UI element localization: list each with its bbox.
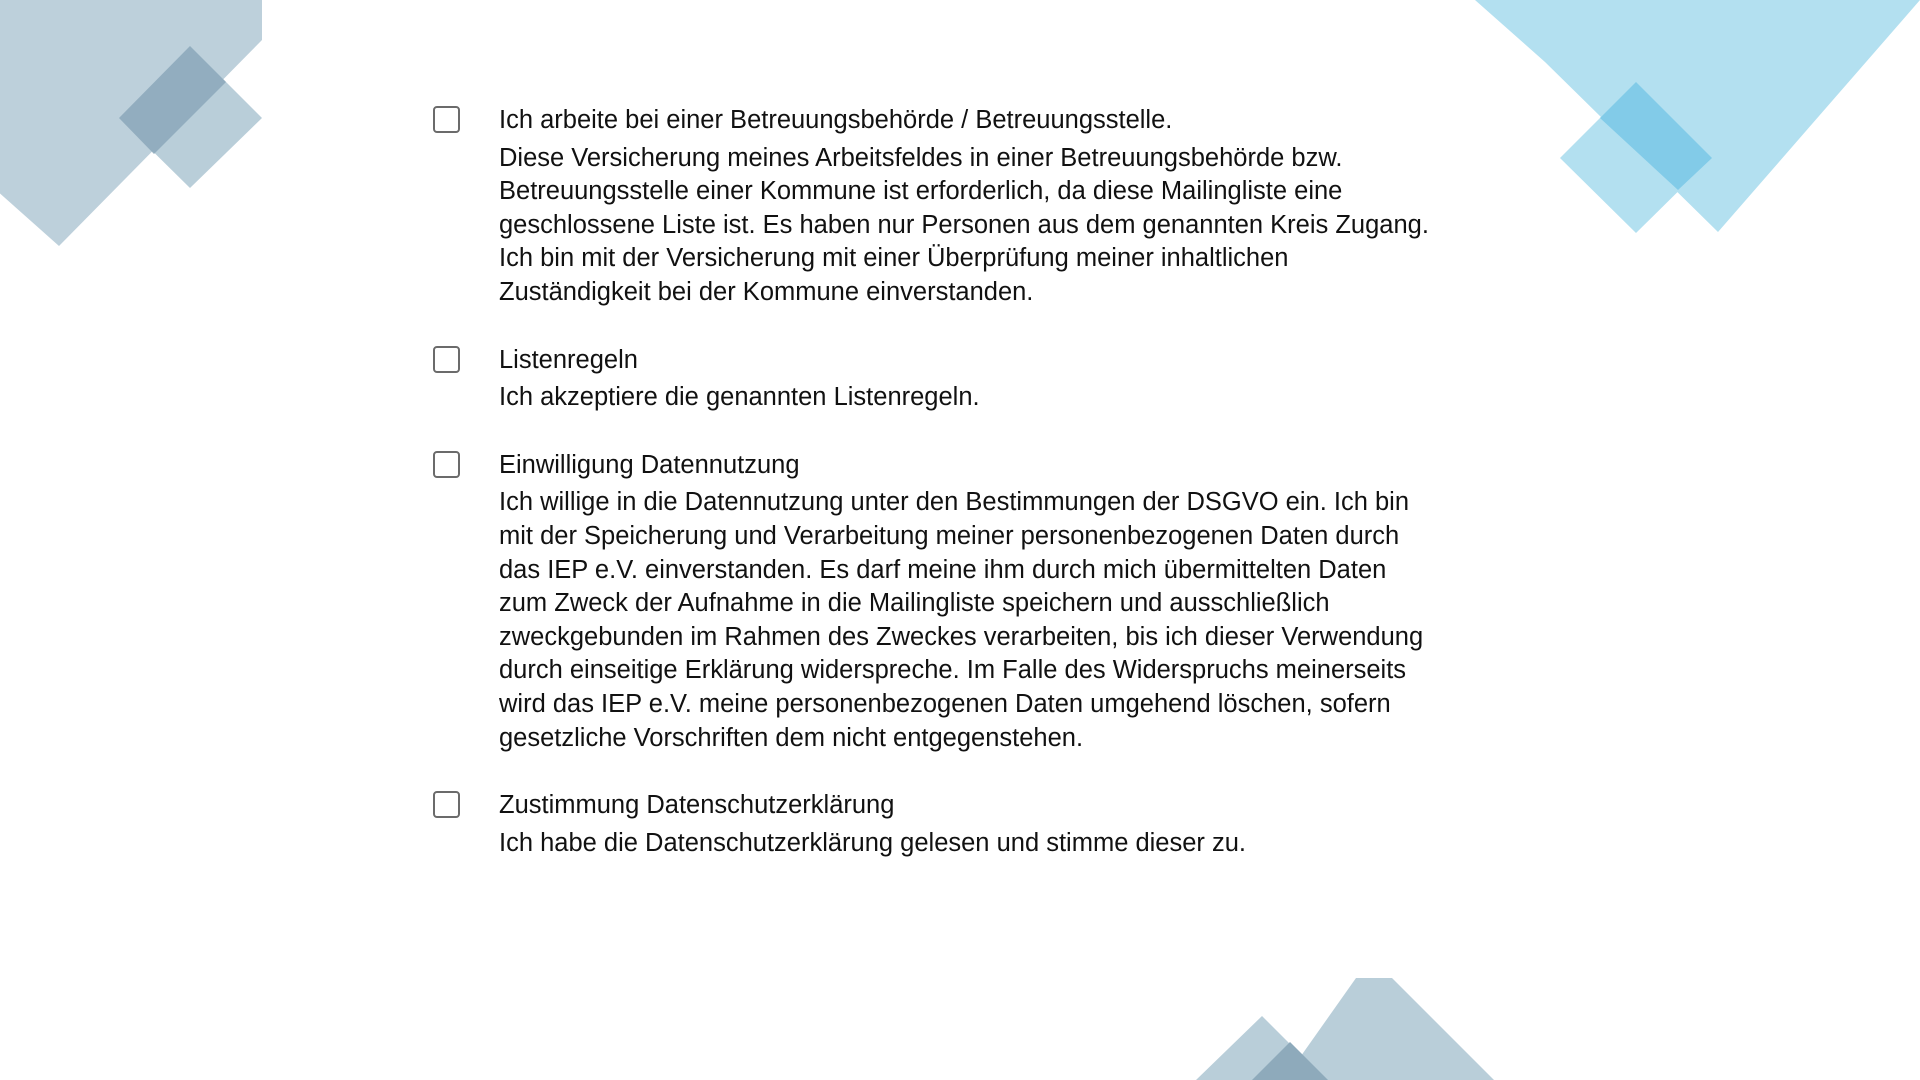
consent-title: Zustimmung Datenschutzerklärung	[499, 791, 895, 820]
consent-description: Ich akzeptiere die genannten Listenregeln.	[499, 383, 980, 412]
checkbox-betreuungsbehoerde[interactable]	[433, 106, 460, 133]
decor-diamond-bottom-large	[1284, 978, 1494, 1080]
consent-item-listenregeln	[430, 344, 1440, 415]
consent-description: Diese Versicherung meines Arbeitsfeldes in einer Betreuungsbehörde bzw. Betreuungsstelle einer Kommune ist erforderlich, da diese Mailingliste eine geschlossene Liste ist. Es haben nur Personen aus dem genannten Kreis Zugang. Ich bin mit der Versicherung mit einer Überprüfung meiner inhaltlichen Zuständigkeit bei der Kommune einverstanden.	[499, 143, 1429, 306]
consent-description: Ich habe die Datenschutzerklärung gelesen und stimme dieser zu.	[499, 828, 1247, 857]
checkbox-datenschutzerklaerung[interactable]	[433, 791, 460, 818]
consent-item-datennutzung	[430, 449, 1440, 755]
consent-text	[499, 104, 1434, 310]
decor-diamond-topright-large	[1475, 0, 1920, 232]
consent-title: Ich arbeite bei einer Betreuungsbehörde / Betreuungsstelle.	[499, 106, 1173, 134]
consent-title: Listenregeln	[499, 345, 638, 374]
consent-text	[499, 789, 1434, 860]
consent-title: Einwilligung Datennutzung	[499, 450, 800, 479]
checkbox-listenregeln[interactable]	[433, 346, 460, 373]
consent-item-betreuungsbehoerde	[430, 104, 1440, 310]
consent-item-datenschutzerklaerung	[430, 789, 1440, 860]
consent-description: Ich willige in die Datennutzung unter den Bestimmungen der DSGVO ein. Ich bin mit der Speicherung und Verarbeitung meiner personenbezogenen Daten durch das IEP e.V. einverstanden. Es darf meine ihm durch mich übermittelten Daten zum Zweck der Aufnahme in die Mailingliste speichern und ausschließlich zweckgebunden im Rahmen des Zweckes verarbeiten, bis ich dieser Verwendung durch einseitige Erklärung widerspreche. Im Falle des Widerspruchs meinerseits wird das IEP e.V. meine personenbezogenen Daten umgehend löschen, sofern gesetzliche Vorschriften dem nicht entgegenstehen.	[499, 488, 1424, 752]
consent-text	[499, 344, 1434, 415]
consent-form	[430, 104, 1440, 894]
consent-text	[499, 449, 1434, 755]
checkbox-datennutzung[interactable]	[433, 451, 460, 478]
